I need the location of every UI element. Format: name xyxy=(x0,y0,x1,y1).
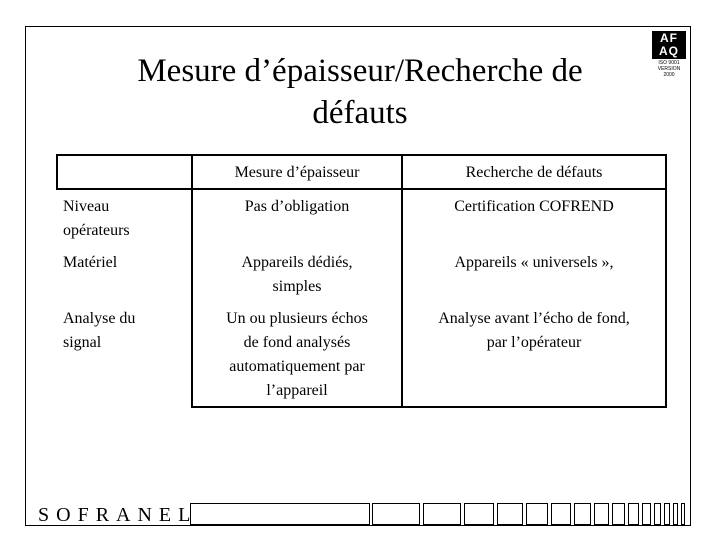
slide-title-line-2: défauts xyxy=(312,95,408,131)
table-cell xyxy=(192,189,402,246)
cell-line: Un ou plusieurs échos xyxy=(226,310,368,327)
cell-line: Certification COFREND xyxy=(454,198,614,215)
table-cell xyxy=(192,302,402,407)
footer-stripe xyxy=(372,503,420,525)
footer-stripe xyxy=(681,503,685,525)
table-header-row xyxy=(57,155,666,189)
footer-stripe xyxy=(190,503,370,525)
row-label xyxy=(57,189,192,246)
row-label xyxy=(57,246,192,302)
footer-stripe xyxy=(497,503,523,525)
row-label-line: Niveau xyxy=(63,198,110,215)
cell-line: de fond analysés xyxy=(243,334,351,351)
footer-stripe xyxy=(464,503,494,525)
afaq-logo xyxy=(652,31,686,78)
row-label-line: Analyse du xyxy=(63,310,136,327)
cell-line: automatiquement par xyxy=(229,358,365,375)
footer-stripe xyxy=(594,503,609,525)
table-header-cell: Mesure d’épaisseur xyxy=(192,155,402,189)
table-row xyxy=(57,189,666,246)
slide-title xyxy=(80,50,640,134)
afaq-logo-line-1: AF xyxy=(660,31,678,45)
cell-line: Analyse avant l’écho de fond, xyxy=(438,310,630,327)
footer-brand: SOFRANEL xyxy=(38,504,198,526)
table-cell xyxy=(402,302,666,407)
cell-line: l’appareil xyxy=(266,382,328,399)
slide-title-line-1: Mesure d’épaisseur/Recherche de xyxy=(137,53,583,89)
cell-line: par l’opérateur xyxy=(486,334,582,351)
cell-line: Appareils dédiés, xyxy=(241,254,353,271)
table-header-cell: Recherche de défauts xyxy=(402,155,666,189)
footer-stripe xyxy=(612,503,625,525)
footer-stripe xyxy=(526,503,548,525)
footer-stripe xyxy=(642,503,651,525)
table-header-cell-empty xyxy=(57,155,192,189)
table-row xyxy=(57,246,666,302)
afaq-logo-mark xyxy=(652,31,686,59)
afaq-logo-caption: ISO 9001 VERSION 2000 xyxy=(657,60,681,78)
footer-stripe xyxy=(654,503,661,525)
footer-stripe xyxy=(628,503,639,525)
footer-stripe xyxy=(551,503,571,525)
row-label-line: signal xyxy=(63,334,102,351)
afaq-logo-line-2: AQ xyxy=(659,44,679,58)
footer-stripe xyxy=(664,503,670,525)
row-label-line: Matériel xyxy=(63,254,118,271)
table-row xyxy=(57,302,666,407)
comparison-table xyxy=(56,154,667,408)
row-label-line: opérateurs xyxy=(63,222,130,239)
footer-stripe xyxy=(423,503,461,525)
footer-stripe xyxy=(673,503,678,525)
table-cell xyxy=(192,246,402,302)
table-cell xyxy=(402,246,666,302)
cell-line: simples xyxy=(272,278,322,295)
footer-stripe xyxy=(574,503,591,525)
cell-line: Pas d’obligation xyxy=(244,198,350,215)
table-cell xyxy=(402,189,666,246)
row-label xyxy=(57,302,192,407)
cell-line: Appareils « universels », xyxy=(454,254,614,271)
